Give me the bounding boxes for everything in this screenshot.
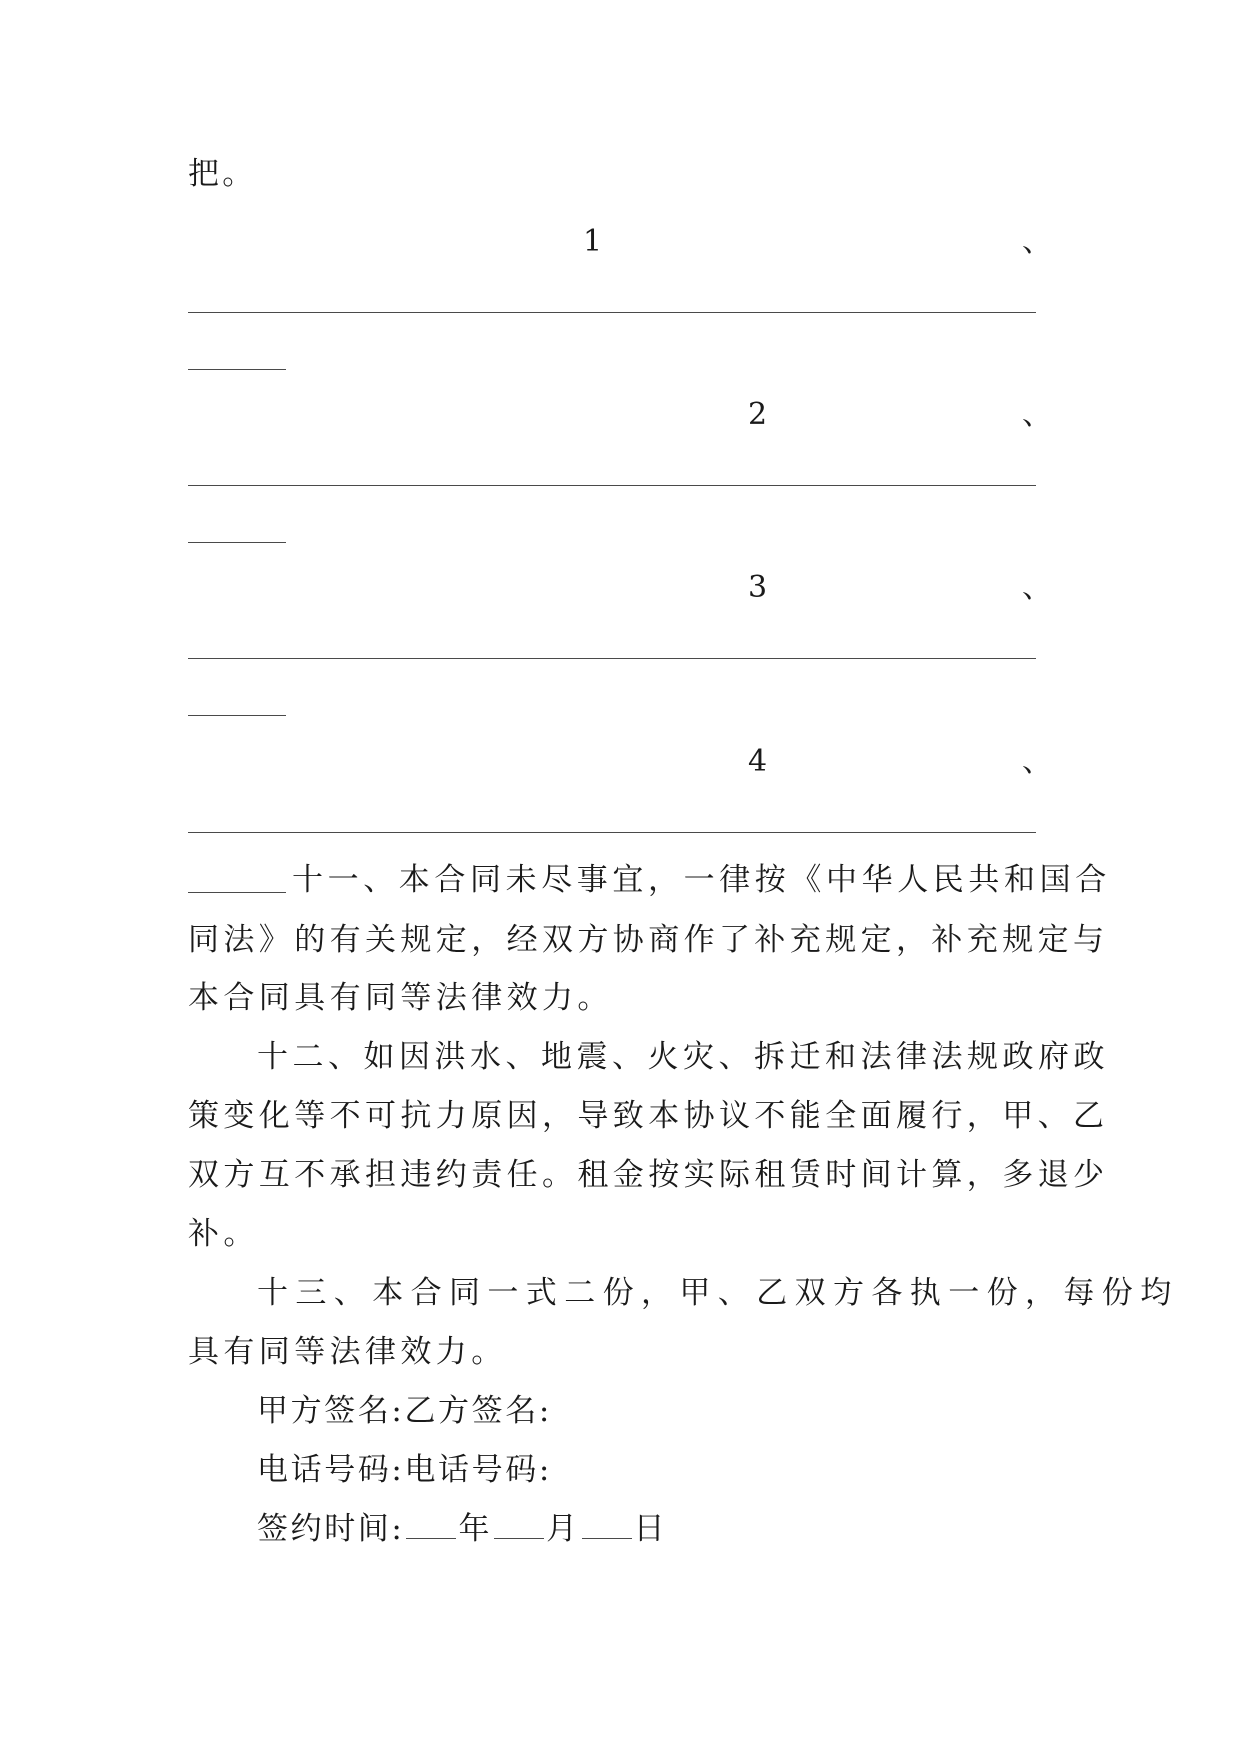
item-separator-3: 、: [1022, 570, 1052, 605]
item-number-1: 1: [583, 224, 603, 259]
clause-13-line-1: 十三、本合同一式二份，甲、乙双方各执一份，每份均: [257, 1275, 1179, 1311]
day-label: 日: [633, 1511, 668, 1547]
clause-12-line-1: 十二、如因洪水、地震、火灾、拆迁和法律法规政府政: [257, 1039, 1109, 1075]
clause-11-line-3: 本合同具有同等法律效力。: [188, 980, 613, 1016]
year-blank: [406, 1536, 456, 1539]
clause-12-line-4: 补。: [188, 1216, 259, 1252]
fill-in-line: [188, 715, 286, 716]
signing-date: [257, 1509, 667, 1549]
fill-in-line: [188, 312, 1036, 313]
top-fragment: 把。: [188, 156, 257, 192]
year-label: 年: [458, 1511, 493, 1547]
item-separator-4: 、: [1022, 744, 1052, 779]
signature-parties: 甲方签名:乙方签名:: [257, 1393, 552, 1429]
fill-in-line: [188, 485, 1036, 486]
item-separator-1: 、: [1022, 224, 1052, 259]
fill-in-line: [188, 832, 1036, 833]
clause-12-line-3: 双方互不承担违约责任。租金按实际租赁时间计算，多退少: [188, 1157, 1109, 1193]
clause-13-line-2: 具有同等法律效力。: [188, 1334, 507, 1370]
phone-numbers: 电话号码:电话号码:: [257, 1452, 552, 1488]
item-number-4: 4: [748, 744, 768, 779]
item-number-3: 3: [748, 570, 768, 605]
month-label: 月: [546, 1511, 580, 1547]
clause-11-line-1: 十一、本合同未尽事宜，一律按《中华人民共和国合: [292, 862, 1111, 898]
fill-in-line: [188, 542, 286, 543]
signing-date-label: 签约时间:: [257, 1511, 405, 1547]
item-number-2: 2: [748, 397, 768, 432]
item-separator-2: 、: [1022, 397, 1052, 432]
clause-12-line-2: 策变化等不可抗力原因，导致本协议不能全面履行，甲、乙: [188, 1098, 1109, 1134]
month-blank: [494, 1536, 544, 1539]
fill-in-line: [188, 658, 1036, 659]
clause-11-line-2: 同法》的有关规定，经双方协商作了补充规定，补充规定与: [188, 922, 1109, 958]
day-blank: [582, 1536, 632, 1539]
fill-in-line: [188, 892, 286, 893]
fill-in-line: [188, 369, 286, 370]
